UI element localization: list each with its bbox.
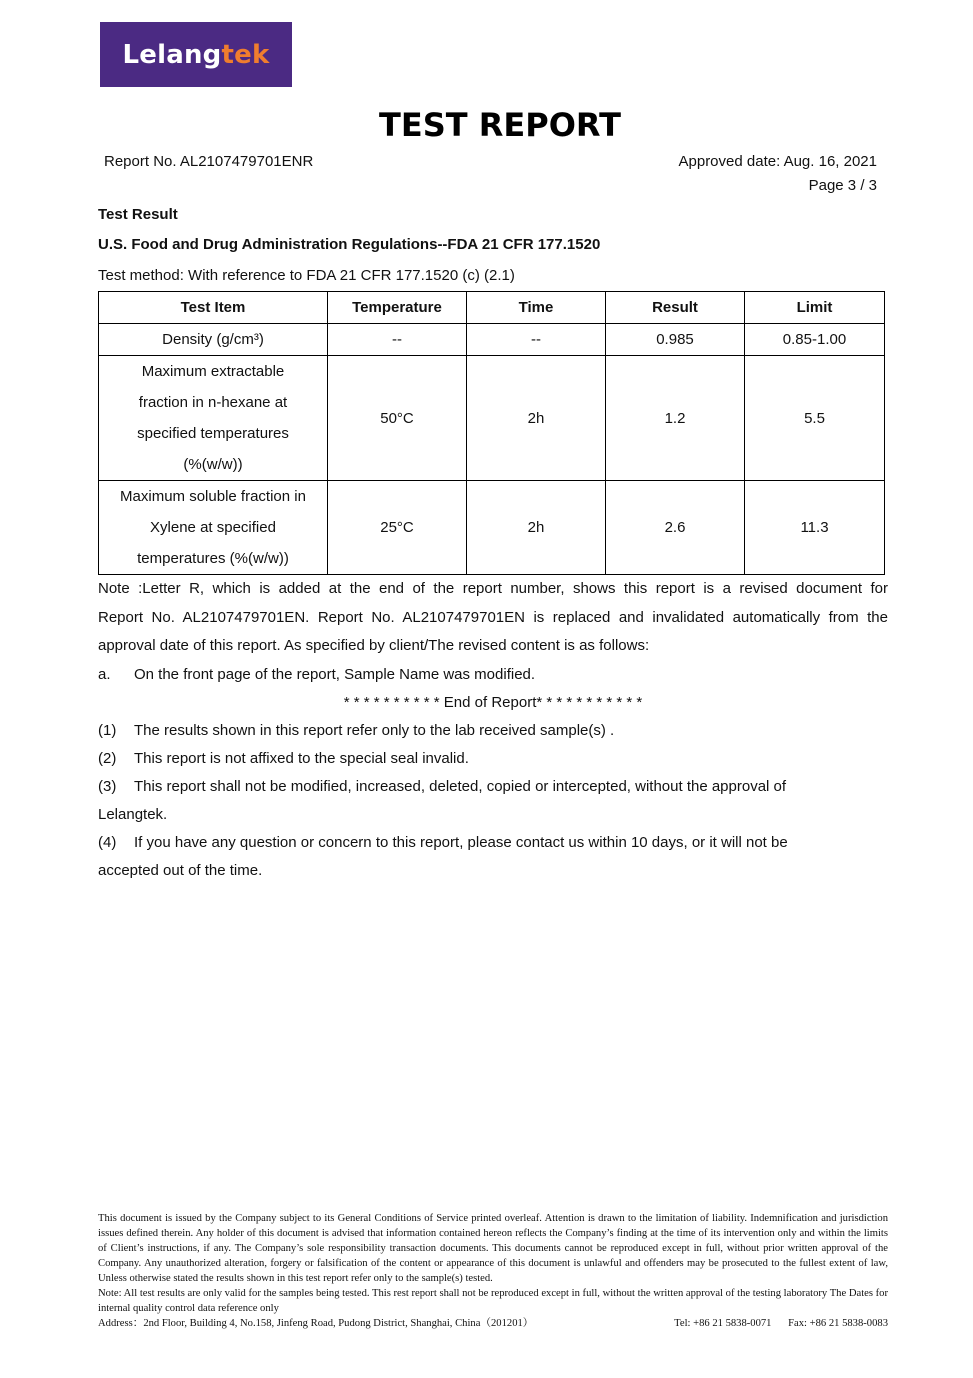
table-header-row: [99, 292, 885, 324]
conditions-list: [98, 717, 888, 885]
result-table: [98, 291, 885, 575]
list-number: (3): [98, 778, 117, 795]
table-row: [99, 324, 885, 356]
limit-cell: 11.3: [745, 481, 885, 575]
footer-address: Address：2nd Floor, Building 4, No.158, Jinfeng Road, Pudong District, Shanghai, China（201201）: [98, 1318, 534, 1329]
list-item-continued: accepted out of the time.: [98, 862, 263, 879]
note-line: approval date of this report. As specified by client/The revised content is as follows:: [98, 637, 650, 654]
temperature-cell: --: [328, 324, 467, 356]
list-text: This report shall not be modified, increased, deleted, copied or intercepted, without the approval of: [134, 778, 787, 795]
temperature-cell: 50°C: [328, 356, 467, 481]
temperature-cell: 25°C: [328, 481, 467, 575]
logo-text-accent: tek: [221, 39, 270, 70]
result-cell: 1.2: [606, 356, 745, 481]
list-item: [98, 829, 888, 857]
page-title: TEST REPORT: [379, 106, 621, 144]
company-logo: [100, 22, 292, 87]
test-item-line: specified temperatures: [137, 425, 289, 442]
test-item-line: Maximum extractable: [141, 363, 285, 380]
result-cell: 2.6: [606, 481, 745, 575]
time-cell: 2h: [467, 356, 606, 481]
test-item-cell: [99, 481, 328, 575]
report-number: Report No. AL2107479701ENR: [104, 153, 314, 170]
logo-text-main: Lelang: [122, 39, 222, 70]
list-number: (4): [98, 834, 117, 851]
test-item-line: Xylene at specified: [150, 519, 276, 536]
list-item: [98, 773, 888, 801]
section-heading: Test Result: [98, 206, 178, 223]
approved-date: Approved date: Aug. 16, 2021: [678, 153, 877, 170]
footer-phones: [660, 1316, 888, 1331]
footer-note: Note: All test results are only valid for the samples being tested. This rest report shall not be reproduced except in full, without the written approval of the testing laboratory The Dates for internal quality control data reference only: [98, 1288, 888, 1314]
test-item-cell: [99, 324, 328, 356]
list-number: (1): [98, 722, 117, 739]
list-item: [98, 745, 888, 773]
note-item-label: a.: [98, 665, 111, 683]
footer-fax: Fax: +86 21 5838-0083: [788, 1318, 888, 1329]
end-of-report: * * * * * * * * * * End of Report* * * * * * * * * * *: [343, 694, 643, 711]
time-cell: --: [467, 324, 606, 356]
column-header: Temperature: [328, 292, 467, 324]
regulation-title: U.S. Food and Drug Administration Regulations--FDA 21 CFR 177.1520: [98, 236, 601, 253]
column-header: Test Item: [99, 292, 328, 324]
note-item-text: On the front page of the report, Sample Name was modified.: [134, 665, 536, 683]
table-row: [99, 356, 885, 481]
test-item-line: (%(w/w)): [183, 456, 243, 473]
note-line: Report No. AL2107479701EN. Report No. AL2107479701EN is replaced and invalidated automatically from the: [98, 608, 888, 626]
test-item-line: Maximum soluble fraction in: [120, 488, 306, 505]
column-header: Time: [467, 292, 606, 324]
column-header: Result: [606, 292, 745, 324]
note-line: Note :Letter R, which is added at the end of the report number, shows this report is a revised document for: [98, 580, 888, 597]
list-text: This report is not affixed to the special seal invalid.: [134, 750, 469, 767]
table-row: [99, 481, 885, 575]
revision-note: [98, 575, 888, 718]
page-number: Page 3 / 3: [808, 177, 877, 194]
footer: [98, 1211, 888, 1331]
test-item-cell: [99, 356, 328, 481]
footer-tel: Tel: +86 21 5838-0071: [674, 1318, 772, 1329]
limit-cell: 5.5: [745, 356, 885, 481]
footer-contact: [98, 1316, 888, 1331]
list-item-continued: Lelangtek.: [98, 806, 168, 823]
test-method: Test method: With reference to FDA 21 CFR 177.1520 (c) (2.1): [98, 267, 515, 284]
test-item-line: temperatures (%(w/w)): [137, 550, 289, 567]
result-cell: 0.985: [606, 324, 745, 356]
list-text: If you have any question or concern to this report, please contact us within 10 days, or it will not be: [134, 834, 788, 851]
column-header: Limit: [745, 292, 885, 324]
test-item-line: Density (g/cm³): [162, 331, 264, 348]
limit-cell: 0.85-1.00: [745, 324, 885, 356]
list-text: The results shown in this report refer only to the lab received sample(s) .: [134, 722, 615, 739]
footer-disclaimer: This document is issued by the Company subject to its General Conditions of Service printed overleaf. Attention is drawn to the limitation of liability. Indemnification and jurisdiction issues defined therein. Any holder of this document is advised that information contained hereon reflects the Company’s finding at the time of its intervention only and within the limits of Client’s instructions, if any. The Company’s sole responsibility transaction documents. This documents cannot be reproduced except in full, without prior written approval of the Company. Any unauthorized alteration, forgery or falsification of the content or appearance of this document is unlawful and offenders may be prosecuted to the fullest extent of law, Unless otherwise stated the results shown in this test report refer only to the sample(s) tested.: [98, 1213, 888, 1284]
test-item-line: fraction in n-hexane at: [138, 394, 288, 411]
list-number: (2): [98, 750, 117, 767]
list-item: [98, 717, 888, 745]
note-item-a: [98, 661, 888, 690]
time-cell: 2h: [467, 481, 606, 575]
